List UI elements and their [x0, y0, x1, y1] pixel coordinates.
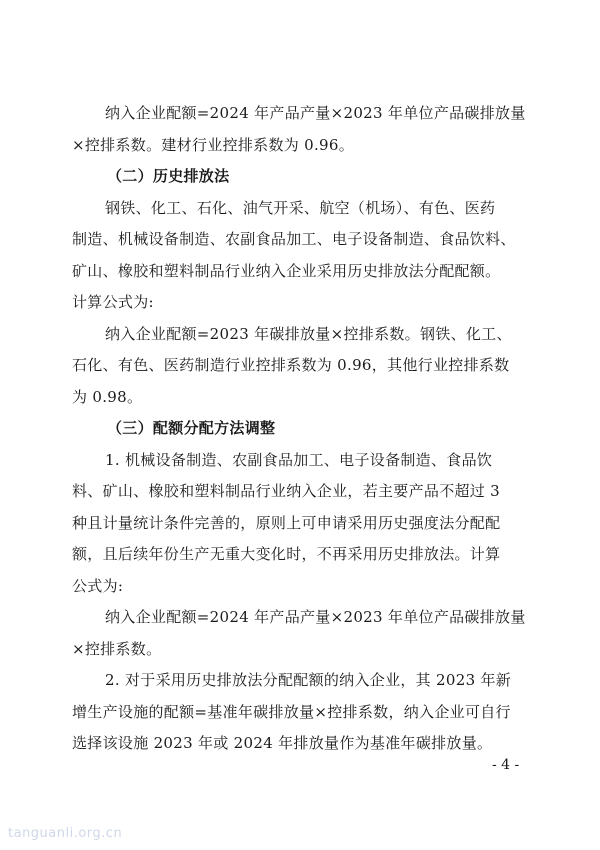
text-line: 矿山、橡胶和塑料制品行业纳入企业采用历史排放法分配配额。 — [72, 262, 501, 280]
text-line: 公式为: — [72, 577, 124, 595]
text-line: 选择该设施 2023 年或 2024 年排放量作为基准年碳排放量。 — [72, 734, 493, 752]
text-line: 料、矿山、橡胶和塑料制品行业纳入企业，若主要产品不超过 3 — [72, 482, 501, 500]
section-heading: （三）配额分配方法调整 — [107, 419, 276, 437]
text-line: 石化、有色、医药制造行业控排系数为 0.96，其他行业控排系数 — [72, 356, 510, 374]
text-line: 纳入企业配额=2024 年产品产量×2023 年单位产品碳排放量 — [105, 104, 526, 122]
page-number: - 4 - — [492, 757, 520, 773]
section-heading: （二）历史排放法 — [107, 167, 230, 185]
text-line: ×控排系数。建材行业控排系数为 0.96。 — [72, 136, 355, 154]
text-line: 额，且后续年份生产无重大变化时，不再采用历史排放法。计算 — [72, 545, 501, 563]
text-line: 计算公式为: — [72, 293, 154, 311]
text-line: ×控排系数。 — [72, 640, 162, 658]
text-line: 为 0.98。 — [72, 388, 143, 406]
text-line: 2. 对于采用历史排放法分配配额的纳入企业，其 2023 年新 — [105, 671, 512, 689]
text-line: 增生产设施的配额=基准年碳排放量×控排系数，纳入企业可自行 — [72, 703, 511, 721]
text-line: 种且计量统计条件完善的，原则上可申请采用历史强度法分配配 — [72, 514, 501, 532]
text-line: 钢铁、化工、石化、油气开采、航空（机场）、有色、医药 — [105, 199, 496, 217]
text-line: 纳入企业配额=2023 年碳排放量×控排系数。钢铁、化工、 — [105, 325, 512, 343]
watermark: tanguanli.org.cn — [8, 826, 123, 841]
text-line: 1. 机械设备制造、农副食品加工、电子设备制造、食品饮 — [105, 451, 493, 469]
text-line: 制造、机械设备制造、农副食品加工、电子设备制造、食品饮料、 — [72, 230, 516, 248]
text-line: 纳入企业配额=2024 年产品产量×2023 年单位产品碳排放量 — [105, 608, 526, 626]
